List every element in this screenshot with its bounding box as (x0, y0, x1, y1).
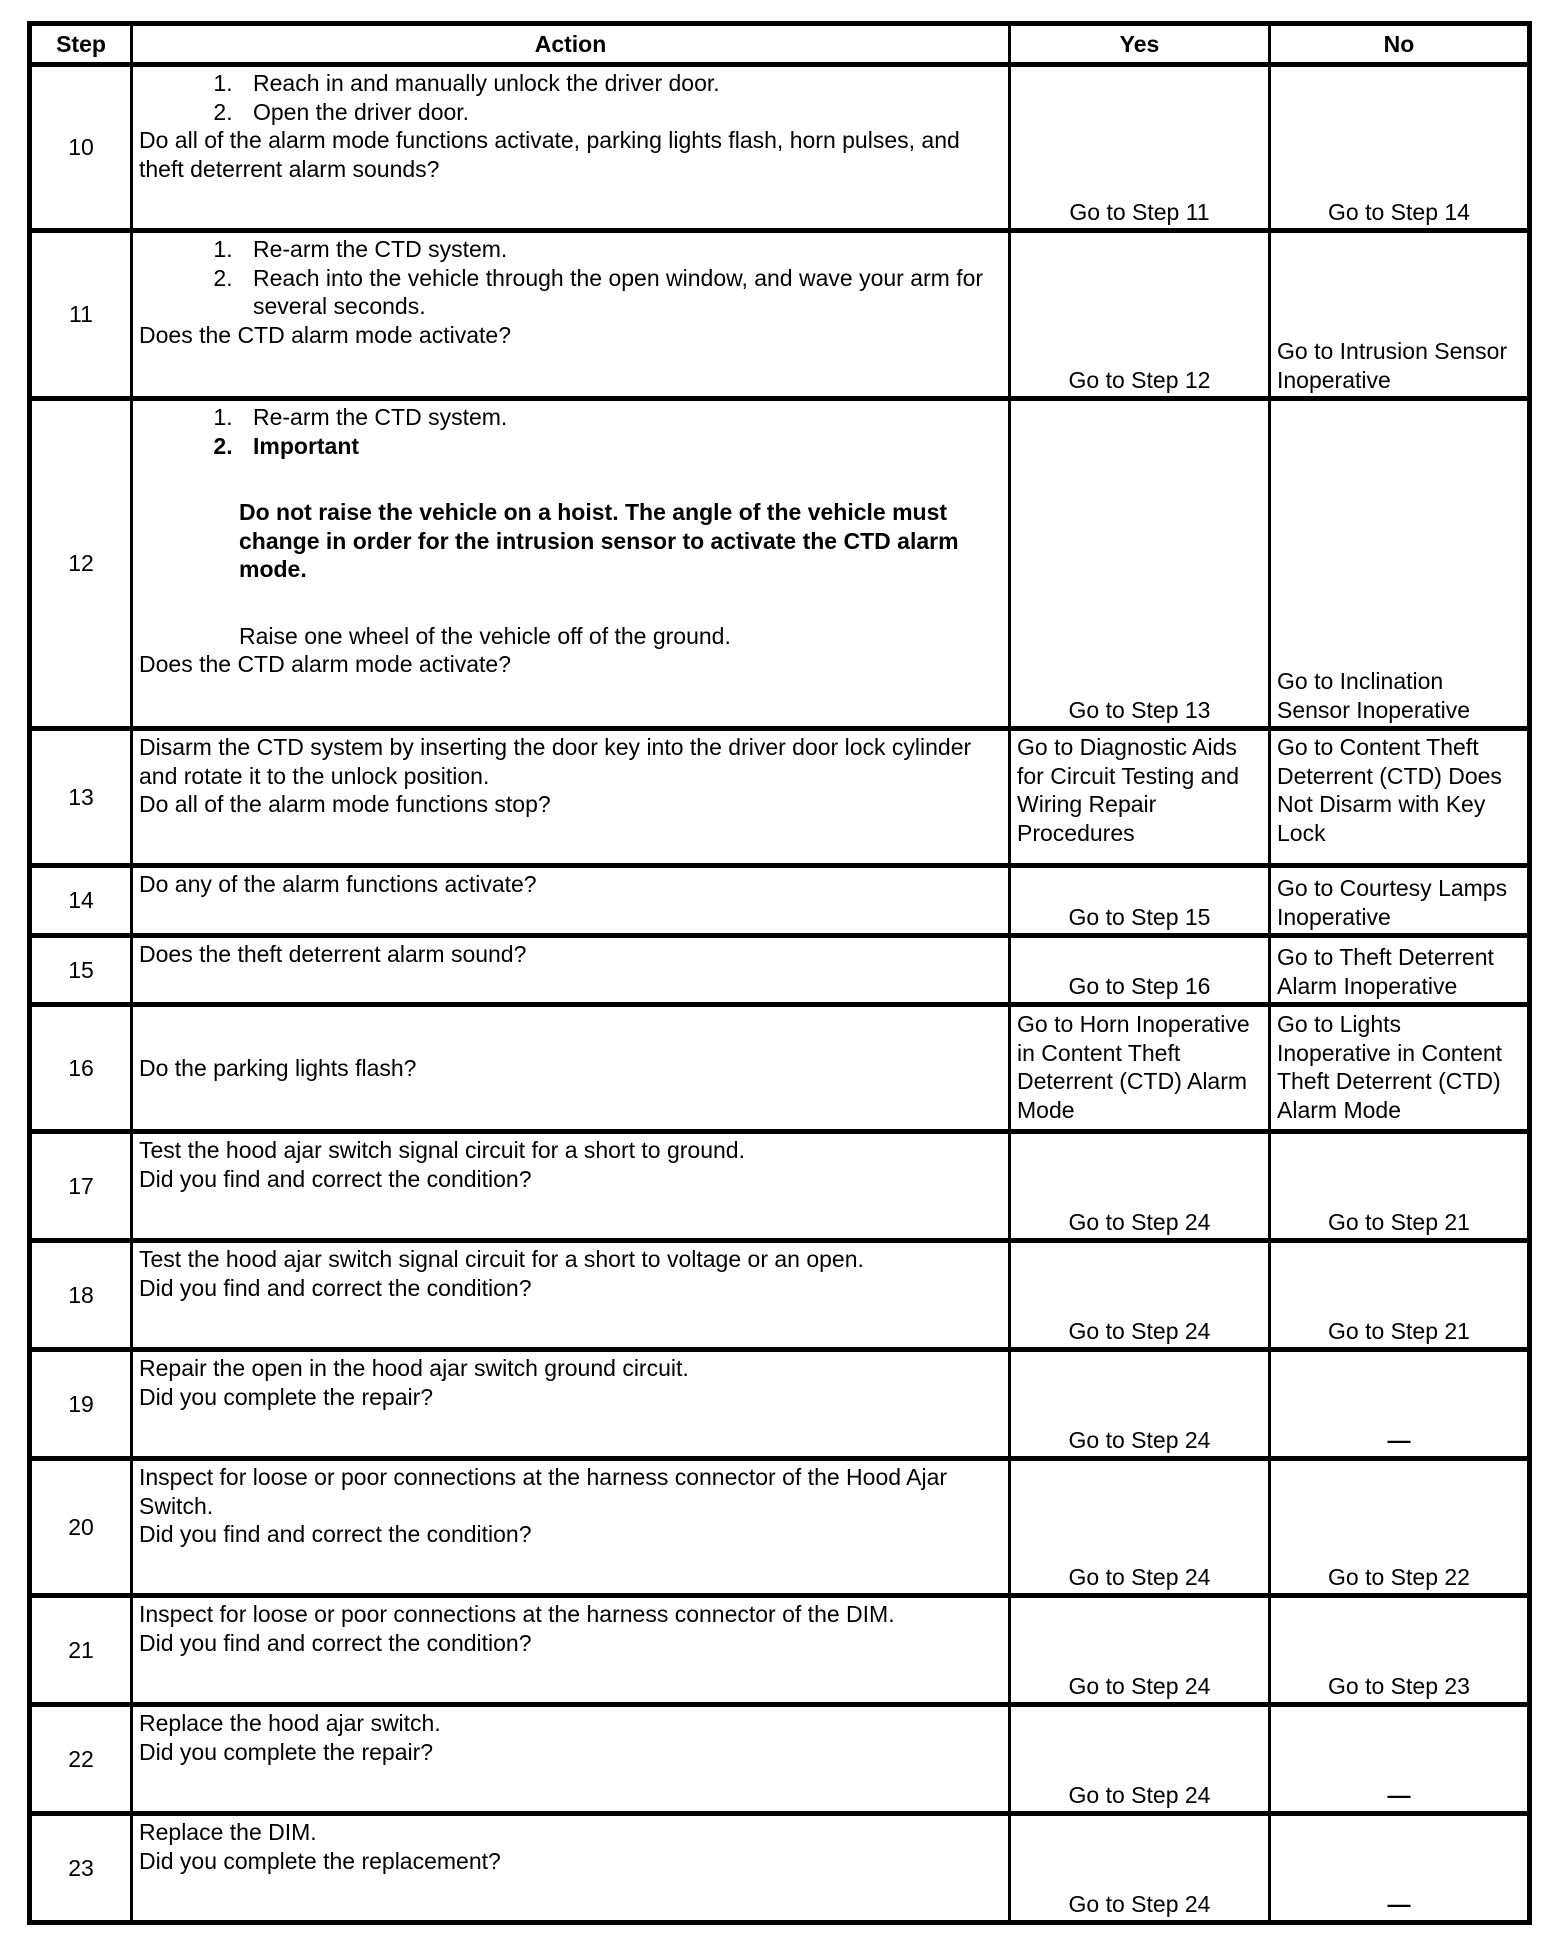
action-question: Did you complete the replacement? (139, 1847, 501, 1874)
step-number: 20 (30, 1459, 132, 1596)
action-cell (132, 1132, 1010, 1241)
action-cell (132, 1350, 1010, 1459)
action-text: Inspect for loose or poor connections at the harness connector of the DIM. (139, 1601, 895, 1627)
yes-cell: Go to Step 24 (1010, 1705, 1270, 1814)
action-question: Did you complete the repair? (139, 1383, 434, 1410)
table-row (30, 1596, 1530, 1705)
action-text: Replace the DIM. (139, 1819, 317, 1845)
action-cell (132, 1814, 1010, 1923)
action-text: Disarm the CTD system by inserting the door key into the driver door lock cylinder and rotate it to the unlock position. (139, 734, 972, 789)
step-number: 11 (30, 231, 132, 399)
header-no: No (1270, 24, 1530, 65)
action-cell (132, 65, 1010, 231)
action-cell (132, 729, 1010, 866)
step-number: 15 (30, 936, 132, 1005)
action-cell (132, 1459, 1010, 1596)
no-cell: Go to Inclination Sensor Inoperative (1270, 399, 1530, 729)
action-text: Do the parking lights flash? (132, 1005, 1010, 1132)
table-row (30, 65, 1530, 231)
no-cell: Go to Lights Inoperative in Content Theft Deterrent (CTD) Alarm Mode (1270, 1005, 1530, 1132)
action-question: Did you find and correct the condition? (139, 1165, 532, 1192)
action-text: Replace the hood ajar switch. (139, 1710, 441, 1736)
action-steps (139, 69, 1002, 126)
no-cell: — (1270, 1350, 1530, 1459)
table-row (30, 1350, 1530, 1459)
step-number: 21 (30, 1596, 132, 1705)
action-question: Did you complete the repair? (139, 1738, 434, 1765)
action-question: Do all of the alarm mode functions stop? (139, 791, 551, 817)
no-cell: — (1270, 1705, 1530, 1814)
important-label: 2. Important (239, 432, 1002, 461)
yes-cell: Go to Step 11 (1010, 65, 1270, 231)
table-row (30, 866, 1530, 936)
table-row (30, 1132, 1530, 1241)
action-step: 2. Reach into the vehicle through the open window, and wave your arm for several seconds. (239, 264, 1002, 321)
table-row (30, 729, 1530, 866)
no-cell: Go to Step 21 (1270, 1241, 1530, 1350)
action-question: Did you find and correct the condition? (139, 1521, 532, 1547)
yes-cell: Go to Horn Inoperative in Content Theft Deterrent (CTD) Alarm Mode (1010, 1005, 1270, 1132)
action-cell (132, 866, 1010, 936)
no-cell: — (1270, 1814, 1530, 1923)
step-number: 17 (30, 1132, 132, 1241)
yes-cell: Go to Step 24 (1010, 1132, 1270, 1241)
yes-cell: Go to Step 13 (1010, 399, 1270, 729)
no-cell: Go to Theft Deterrent Alarm Inoperative (1270, 936, 1530, 1005)
action-cell (132, 936, 1010, 1005)
table-row (30, 1814, 1530, 1923)
action-question: Did you find and correct the condition? (139, 1274, 532, 1301)
action-steps (139, 235, 1002, 321)
step-number: 13 (30, 729, 132, 866)
step-number: 14 (30, 866, 132, 936)
action-step: 1. Reach in and manually unlock the driver door. (239, 69, 1002, 98)
no-cell: Go to Content Theft Deterrent (CTD) Does Not Disarm with Key Lock (1270, 729, 1530, 866)
yes-cell: Go to Step 24 (1010, 1814, 1270, 1923)
action-question: Do all of the alarm mode functions activate, parking lights flash, horn pulses, and theft deterrent alarm sounds? (139, 127, 960, 182)
table-row (30, 1005, 1530, 1132)
action-step: 2. Open the driver door. (239, 98, 1002, 127)
yes-cell: Go to Step 12 (1010, 231, 1270, 399)
yes-cell: Go to Step 24 (1010, 1241, 1270, 1350)
table-row (30, 936, 1530, 1005)
step-number: 22 (30, 1705, 132, 1814)
no-cell: Go to Courtesy Lamps Inoperative (1270, 866, 1530, 936)
action-cell (132, 1596, 1010, 1705)
table-row (30, 1459, 1530, 1596)
step-number: 19 (30, 1350, 132, 1459)
no-cell: Go to Step 22 (1270, 1459, 1530, 1596)
table-row (30, 399, 1530, 729)
action-text: Does the theft deterrent alarm sound? (139, 941, 527, 967)
action-instruction: Raise one wheel of the vehicle off of the ground. (239, 622, 731, 649)
action-cell (132, 1705, 1010, 1814)
yes-cell: Go to Step 24 (1010, 1459, 1270, 1596)
action-question: Does the CTD alarm mode activate? (139, 321, 511, 348)
action-text: Repair the open in the hood ajar switch ground circuit. (139, 1355, 689, 1381)
table-row (30, 1705, 1530, 1814)
important-note: Do not raise the vehicle on a hoist. The angle of the vehicle must change in order for the intrusion sensor to activate the CTD alarm mode. (239, 499, 959, 582)
header-step: Step (30, 24, 132, 65)
step-number: 10 (30, 65, 132, 231)
no-cell: Go to Intrusion Sensor Inoperative (1270, 231, 1530, 399)
action-text: Test the hood ajar switch signal circuit for a short to ground. (139, 1137, 745, 1163)
header-yes: Yes (1010, 24, 1270, 65)
action-cell (132, 1241, 1010, 1350)
action-cell (132, 231, 1010, 399)
action-cell (132, 399, 1010, 729)
action-text: Do any of the alarm functions activate? (139, 871, 537, 897)
action-question: Did you find and correct the condition? (139, 1629, 532, 1656)
table-row (30, 231, 1530, 399)
action-step: 1. Re-arm the CTD system. (239, 403, 1002, 432)
step-number: 12 (30, 399, 132, 729)
action-text: Test the hood ajar switch signal circuit for a short to voltage or an open. (139, 1246, 864, 1272)
no-cell: Go to Step 23 (1270, 1596, 1530, 1705)
yes-cell: Go to Step 15 (1010, 866, 1270, 936)
yes-cell: Go to Step 16 (1010, 936, 1270, 1005)
table-row (30, 1241, 1530, 1350)
diagnostic-table (27, 21, 1532, 1925)
header-action: Action (132, 24, 1010, 65)
action-step: 1. Re-arm the CTD system. (239, 235, 1002, 264)
yes-cell: Go to Step 24 (1010, 1596, 1270, 1705)
step-number: 16 (30, 1005, 132, 1132)
yes-cell: Go to Step 24 (1010, 1350, 1270, 1459)
action-steps (139, 403, 1002, 460)
step-number: 23 (30, 1814, 132, 1923)
no-cell: Go to Step 21 (1270, 1132, 1530, 1241)
step-number: 18 (30, 1241, 132, 1350)
action-text: Inspect for loose or poor connections at the harness connector of the Hood Ajar Switch. (139, 1464, 948, 1519)
action-question: Does the CTD alarm mode activate? (139, 651, 511, 677)
header-row (30, 24, 1530, 65)
yes-cell: Go to Diagnostic Aids for Circuit Testing and Wiring Repair Procedures (1010, 729, 1270, 866)
no-cell: Go to Step 14 (1270, 65, 1530, 231)
